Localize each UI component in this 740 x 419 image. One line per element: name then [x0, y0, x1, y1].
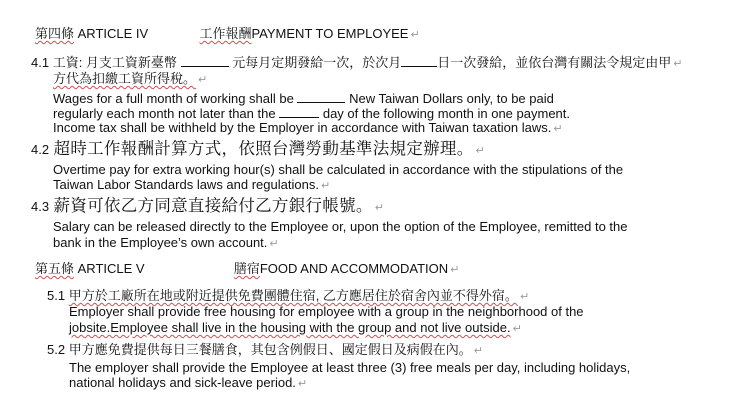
section-5-1-number: 5.1 [47, 288, 66, 303]
article5-title-en: FOOD AND ACCOMMODATION [259, 261, 449, 276]
section-4-1-number: 4.1 [31, 55, 50, 70]
article4-label: ARTICLE IV [77, 26, 149, 41]
paragraph-mark: ↵ [473, 345, 483, 357]
article4-heading [35, 27, 420, 41]
section-4-2-en-1: Overtime pay for extra working hour(s) shall be calculated in accordance with the stipulations of the [53, 162, 624, 177]
section-4-1-zh-a: 工資: 月支工資新臺幣 [52, 55, 177, 70]
paragraph-mark: ↵ [673, 58, 683, 70]
section-5-2-en-line1 [69, 361, 630, 374]
paragraph-mark: ↵ [320, 180, 331, 192]
section-4-1-zh-b: 元每月定期發給一次，於次月 [232, 55, 402, 70]
section-5-1-zh-line [47, 289, 529, 303]
payment-day-blank [279, 106, 319, 118]
section-4-1-zh-c: 日一次發給，並依台灣有關法令規定由甲 [437, 55, 672, 70]
section-5-2-number: 5.2 [47, 342, 66, 357]
section-5-1-en-line2 [69, 321, 522, 335]
article5-title-zh: 膳宿 [233, 261, 260, 276]
section-4-2-en-line1 [53, 163, 623, 176]
section-4-2-en-line2 [53, 178, 330, 192]
section-4-3-zh-line [31, 198, 384, 215]
paragraph-mark: ↵ [198, 74, 208, 86]
salary-amount-blank [181, 55, 229, 67]
section-5-1-en-2: jobsite.Employee shall live in the housing with the group and not live outside. [69, 320, 511, 335]
section-4-3-zh: 薪資可依乙方同意直接給付乙方銀行帳號。 [53, 197, 373, 215]
section-5-2-en-line2 [69, 376, 307, 390]
wage-amount-blank [297, 91, 345, 103]
article5-number: 第五條 [35, 261, 75, 276]
paragraph-mark: ↵ [450, 264, 460, 276]
paragraph-mark: ↵ [410, 29, 420, 41]
section-5-1-en-line1 [69, 305, 584, 318]
section-5-2-en-2: national holidays and sick-leave period. [69, 375, 296, 390]
paragraph-mark: ↵ [512, 323, 522, 335]
section-4-3-en-line2 [53, 236, 279, 250]
section-4-1-en-1b: New Taiwan Dollars only, to be paid [349, 91, 554, 106]
section-4-1-en-3: Income tax shall be withheld by the Employer in accordance with Taiwan taxation laws. [53, 120, 552, 135]
section-4-1-en-1a: Wages for a full month of working shall be [53, 91, 294, 106]
paragraph-mark: ↵ [475, 145, 485, 157]
section-4-3-en-1: Salary can be released directly to the Employee or, upon the option of the Employee, remitted to the [53, 219, 628, 234]
article4-title-en: PAYMENT TO EMPLOYEE [251, 26, 409, 41]
section-5-2-zh: 甲方應免費提供每日三餐膳食，其包含例假日、國定假日及病假在內。 [68, 342, 472, 357]
section-4-1-en-line3 [53, 121, 563, 135]
section-4-2-en-2: Taiwan Labor Standards laws and regulations. [53, 177, 319, 192]
section-4-1-zh-2: 方代為扣繳工資所得稅。 [53, 71, 197, 86]
section-4-3-en-2: bank in the Employee’s own account. [53, 235, 268, 250]
paragraph-mark: ↵ [269, 238, 279, 250]
article5-label: ARTICLE V [77, 261, 145, 276]
section-4-2-number: 4.2 [31, 142, 50, 157]
paragraph-mark: ↵ [519, 291, 530, 303]
article4-title-zh: 工作報酬 [199, 26, 252, 41]
section-4-3-number: 4.3 [31, 199, 50, 214]
section-4-1-en-line1 [53, 91, 554, 105]
section-4-1-en-2b: day of the following month in one payment. [322, 106, 570, 121]
section-4-2-zh-line [31, 141, 485, 158]
paragraph-mark: ↵ [297, 378, 308, 390]
section-5-1-en-1: Employer shall provide free housing for employee with a group in the neighborhood of the [69, 304, 584, 319]
paragraph-mark: ↵ [374, 202, 384, 214]
article4-number: 第四條 [35, 26, 75, 41]
paragraph-mark: ↵ [553, 123, 563, 135]
section-4-1-zh-line2 [53, 72, 207, 86]
section-5-1-zh: 甲方於工廠所在地或附近提供免費團體住宿, 乙方應居住於宿舍內並不得外宿。 [68, 288, 518, 303]
section-4-1-en-2a: regularly each month not later than the [53, 106, 276, 121]
section-4-1-en-line2 [53, 106, 570, 120]
pay-day-blank [401, 55, 437, 67]
section-5-2-zh-line [47, 343, 483, 357]
section-5-2-en-1: The employer shall provide the Employee at least three (3) free meals per day, including holidays, [69, 360, 631, 375]
section-4-2-zh: 超時工作報酬計算方式，依照台灣勞動基準法規定辦理。 [53, 140, 474, 158]
section-4-3-en-line1 [53, 220, 628, 233]
section-4-1-zh-line1 [31, 55, 682, 70]
article5-heading [35, 262, 459, 276]
